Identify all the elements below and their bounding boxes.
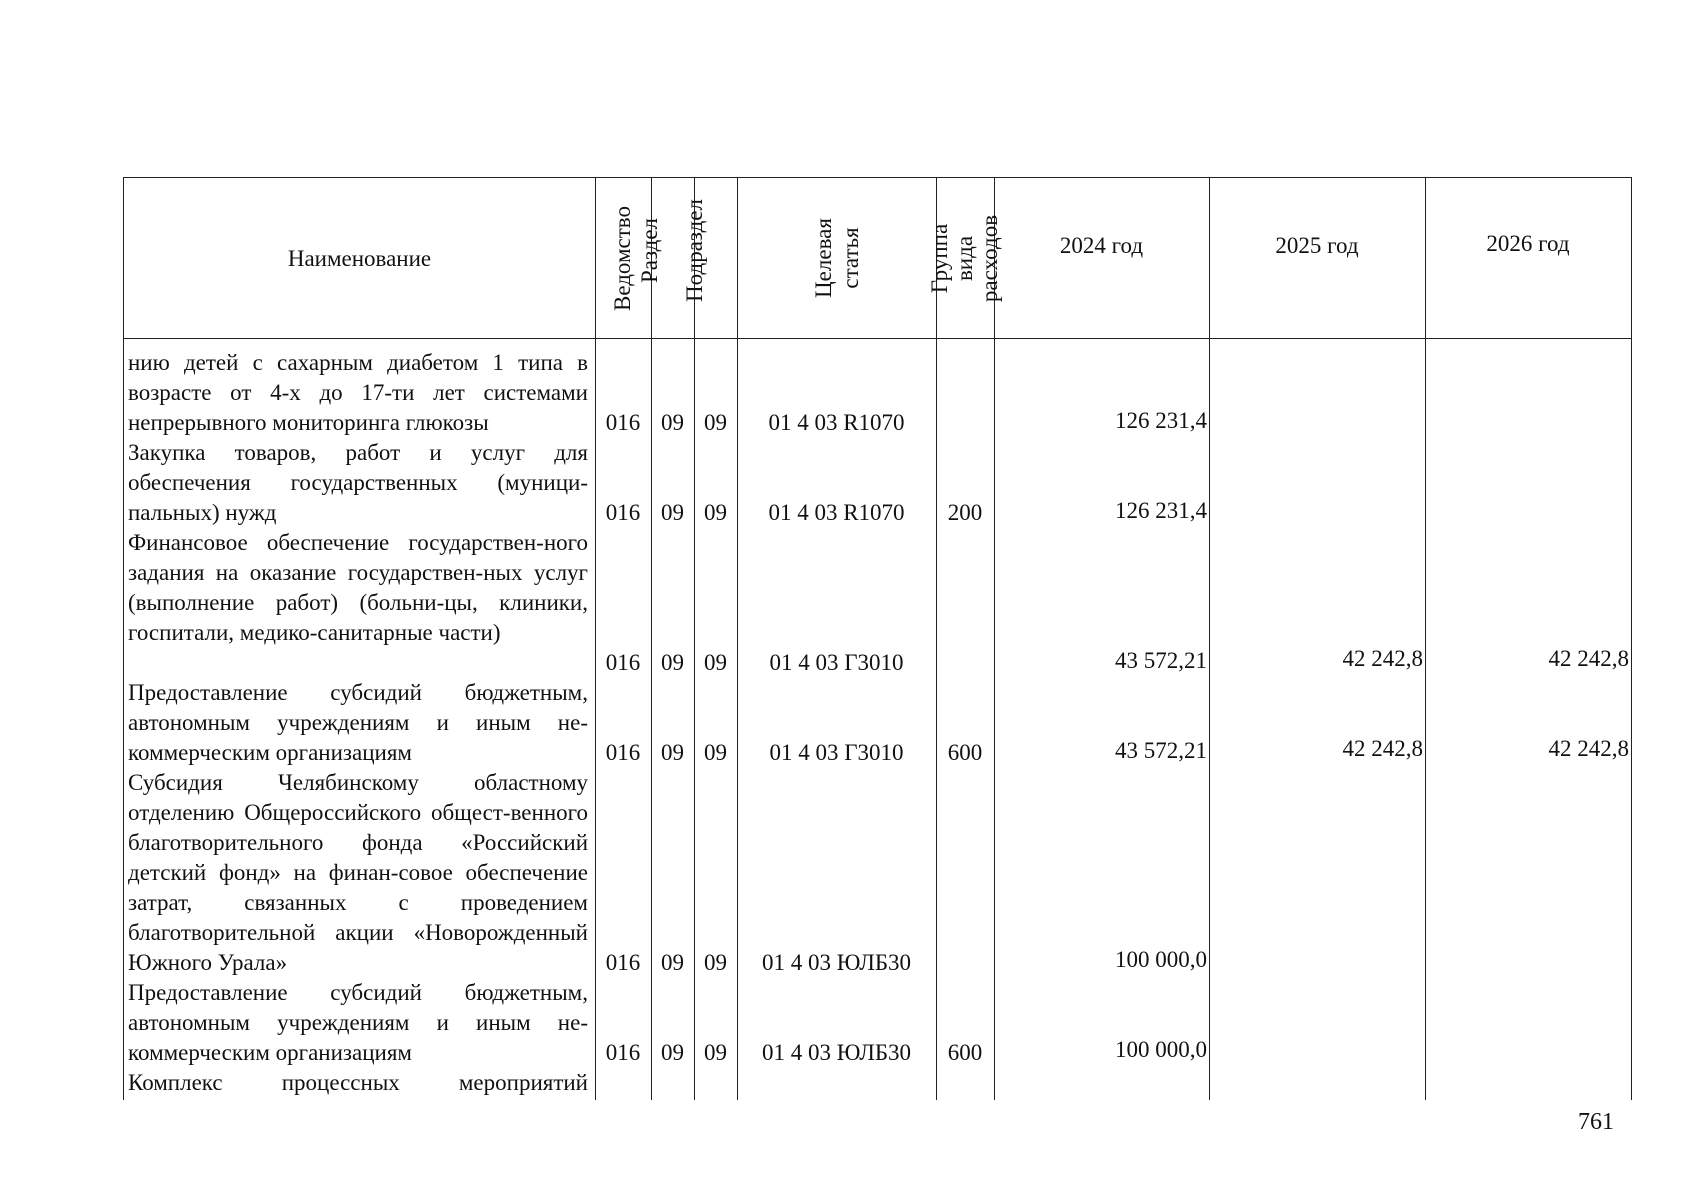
row-vedomstvo: 016 — [605, 500, 641, 525]
row-celevaya: 01 4 03 R1070 — [768, 410, 905, 435]
header-celevaya: Целевая статья — [810, 218, 863, 298]
row-name: Предоставление субсидий бюджетным, автономным учреждениям и иным не-коммерческим организациям — [128, 980, 588, 1065]
budget-table — [123, 177, 1632, 1100]
row-vedomstvo: 016 — [605, 950, 641, 975]
header-2025-cell — [1209, 178, 1425, 338]
row-name: Субсидия Челябинскому областному отделению Общероссийского общест-венного благотворительного фонда «Российский детский фонд» на финан-совое обеспечение затрат, связанных с проведением благотворительной акции «Новорожденный Южного Урала» — [128, 770, 588, 975]
row-2024: 100 000,0 — [1115, 947, 1207, 972]
header-gruppa: Группа вида расходов — [927, 214, 1003, 302]
row-podrazdel: 09 — [704, 410, 727, 435]
row-name: Закупка товаров, работ и услуг для обеспечения государственных (муници-пальных) нужд — [128, 440, 588, 525]
row-name: Предоставление субсидий бюджетным, автономным учреждениям и иным не-коммерческим организациям — [128, 680, 588, 765]
header-2026-cell — [1425, 178, 1631, 338]
header-name: Наименование — [287, 245, 432, 271]
row-podrazdel: 09 — [704, 500, 727, 525]
row-2025: 42 242,8 — [1342, 736, 1423, 761]
header-2024-cell — [994, 178, 1209, 338]
header-2026: 2026 год — [1486, 231, 1570, 256]
header-podrazdel: Подраздел — [681, 198, 707, 302]
row-razdel: 09 — [661, 950, 684, 975]
row-2024: 126 231,4 — [1115, 498, 1207, 523]
row-2025: 42 242,8 — [1342, 646, 1423, 671]
row-gruppa: 200 — [947, 500, 983, 525]
row-podrazdel: 09 — [704, 650, 727, 675]
row-2024: 126 231,4 — [1115, 408, 1207, 433]
row-name: нию детей с сахарным диабетом 1 типа в возрасте от 4-х до 17-ти лет системами непрерывного мониторинга глюкозы — [128, 350, 588, 435]
row-name: Комплекс процессных мероприятий — [128, 1070, 588, 1095]
header-razdel: Раздел — [637, 217, 663, 283]
row-razdel: 09 — [661, 410, 684, 435]
row-razdel: 09 — [661, 740, 684, 765]
row-2026: 42 242,8 — [1548, 646, 1629, 671]
header-celevaya-cell — [737, 178, 936, 338]
header-2024: 2024 год — [1059, 233, 1144, 258]
header-2025: 2025 год — [1275, 233, 1359, 258]
row-vedomstvo: 016 — [605, 410, 641, 435]
row-gruppa: 600 — [947, 1040, 983, 1065]
row-2026: 42 242,8 — [1548, 736, 1629, 761]
header-vedomstvo: Ведомство — [610, 205, 636, 311]
row-celevaya: 01 4 03 ЮЛБ30 — [761, 1040, 912, 1065]
row-podrazdel: 09 — [704, 950, 727, 975]
row-celevaya: 01 4 03 R1070 — [768, 500, 905, 525]
row-celevaya: 01 4 03 Г3010 — [769, 740, 904, 765]
row-razdel: 09 — [661, 500, 684, 525]
row-vedomstvo: 016 — [605, 650, 641, 675]
row-gruppa: 600 — [947, 740, 983, 765]
row-2024: 43 572,21 — [1115, 738, 1207, 763]
row-2024: 100 000,0 — [1115, 1037, 1207, 1062]
row-vedomstvo: 016 — [605, 740, 641, 765]
row-podrazdel: 09 — [704, 1040, 727, 1065]
header-gruppa-cell — [927, 178, 1003, 338]
row-podrazdel: 09 — [704, 740, 727, 765]
row-razdel: 09 — [661, 650, 684, 675]
row-2024: 43 572,21 — [1115, 648, 1207, 673]
row-name: Финансовое обеспечение государствен-ного задания на оказание государствен-ных услуг (выполнение работ) (больни-цы, клиники, госпитали, медико-санитарные части) — [128, 530, 588, 645]
page-number: 761 — [1578, 1109, 1614, 1135]
row-celevaya: 01 4 03 Г3010 — [769, 650, 904, 675]
row-vedomstvo: 016 — [605, 1040, 641, 1065]
row-razdel: 09 — [661, 1040, 684, 1065]
header-name-cell — [124, 178, 595, 338]
header-divider — [124, 338, 1631, 339]
row-celevaya: 01 4 03 ЮЛБ30 — [761, 950, 912, 975]
